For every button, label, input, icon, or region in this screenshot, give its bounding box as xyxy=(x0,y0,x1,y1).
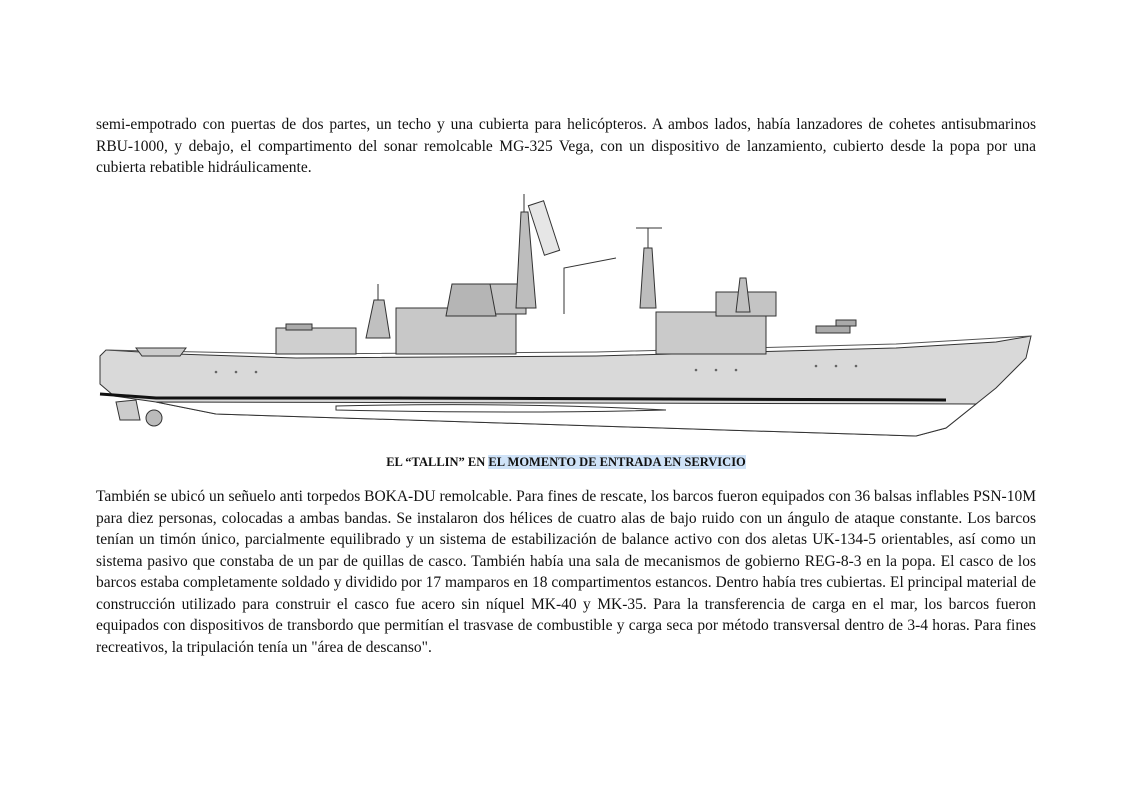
warship-profile-icon xyxy=(96,188,1040,444)
ship-illustration xyxy=(96,188,1040,444)
caption-prefix: EL “TALLIN” EN xyxy=(386,455,489,469)
figure-caption xyxy=(0,455,1132,470)
caption-highlighted-text: EL MOMENTO DE ENTRADA EN SERVICIO xyxy=(488,455,746,469)
paragraph-main: También se ubicó un señuelo anti torpedos BOKA-DU remolcable. Para fines de rescate, los barcos fueron equipados con 36 balsas inflables PSN-10M para diez personas, colocadas a ambas bandas. Se instalaron dos hélices de cuatro alas de bajo ruido con un ángulo de ataque constante. Los barcos tenían un timón único, parcialmente equilibrado y un sistema de estabilización de balance activo con dos aletas UK-134-5 orientables, así como un sistema pasivo que constaba de un par de quillas de casco. También había una sala de mecanismos de gobierno REG-8-3 en la popa. El casco de los barcos estaba completamente soldado y dividido por 17 mamparos en 18 compartimentos estancos. Dentro había tres cubiertas. El principal material de construcción utilizado para construir el casco fue acero sin níquel MK-40 y MK-35. Para la transferencia de carga en el mar, los barcos fueron equipados con dispositivos de transbordo que permitían el trasvase de combustible y carga seca por método transversal dentro de 3-4 horas. Para fines recreativos, la tripulación tenía un "área de descanso". xyxy=(96,488,1036,656)
paragraph-intro: semi-empotrado con puertas de dos partes, un techo y una cubierta para helicópteros. A ambos lados, había lanzadores de cohetes antisubmarinos RBU-1000, y debajo, el compartimento del sonar remolcable MG-325 Vega, con un dispositivo de lanzamiento, cubierto desde la popa por una cubierta rebatible hidráulicamente. xyxy=(96,116,1036,176)
